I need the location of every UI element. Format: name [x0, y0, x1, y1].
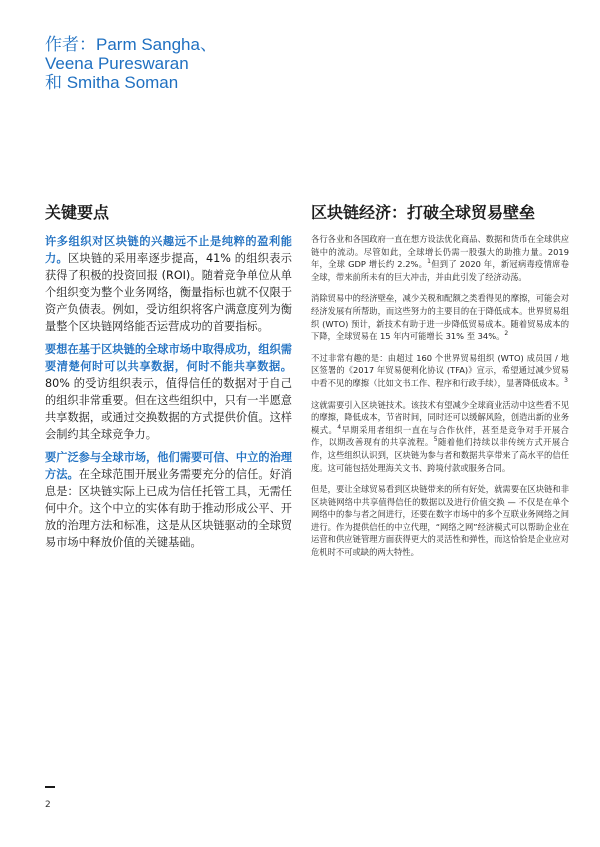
economy-paragraph-5	[311, 483, 569, 559]
economy-text-4b: 早期采用者组织一直在与合作伙伴，甚至是竞争对手开展合作，以期改善现有的共享流程。	[311, 424, 569, 448]
authors-line-3: 和 Smitha Soman	[45, 73, 179, 92]
blockchain-economy-heading: 区块链经济：打破全球贸易壁垒	[311, 203, 536, 222]
footnote-ref-4: 4	[337, 423, 342, 431]
economy-paragraph-1	[311, 233, 569, 283]
takeaway-text-3: 在全球范围开展业务需要充分的信任。好消息是：区块链实际上已成为信任托管工具，无需任何中介。这个中立的实体有助于推动形成公平、开放的治理方法和标准，这是从区块链驱动的全球贸易市场中释放价值的关键基础。	[45, 468, 292, 549]
takeaway-paragraph-2	[45, 341, 292, 443]
authors-line-2: Veena Pureswaran	[45, 54, 189, 73]
footer-rule	[45, 786, 55, 788]
economy-text-2a: 消除贸易中的经济壁垒，减少关税和配额之类看得见的摩擦，可能会对经济发展有所帮助，而这些努力的主要目的在于降低成本。世界贸易组织 (WTO) 预计，新技术有助于进一步降低贸易成本。随着贸易成本的下降，全球贸易在 15 年内可能增长 31% 至 34%。	[311, 293, 569, 342]
footnote-ref-5: 5	[433, 436, 438, 444]
authors-line-1: 作者：Parm Sangha、	[45, 35, 217, 54]
economy-paragraph-4	[311, 399, 569, 475]
blockchain-economy-column	[311, 203, 569, 568]
economy-text-1a: 各行各业和各国政府一直在想方设法优化商品、数据和货币在全球供应链中的流动。尽管如此，全球增长仍需一股强大的助推力量。2019 年，全球 GDP 增长约 2.2%。	[311, 234, 569, 270]
economy-paragraph-2	[311, 292, 569, 342]
takeaway-text-1: 区块链的采用率逐步提高，41% 的组织表示获得了积极的投资回报 (ROI)。随着竞争单位从单个组织变为整个业务网络，衡量指标也就不仅限于资产负债表。例如，受访组织将客户满意度列为衡量整个区块链网络能否运营成功的首要指标。	[45, 252, 292, 333]
takeaway-highlight-2: 要想在基于区块链的全球市场中取得成功，组织需要清楚何时可以共享数据，何时不能共享数据。	[45, 343, 292, 373]
economy-text-4c: 随着他们持续以非传统方式开展合作，这些组织认识到，区块链为参与者和数据共享带来了高水平的信任度。这可能包括处理海关文书、跨境付款或服务合同。	[311, 437, 569, 473]
key-takeaways-heading: 关键要点	[45, 203, 110, 222]
footnote-ref-1: 1	[427, 258, 431, 266]
economy-paragraph-3	[311, 352, 569, 390]
economy-text-1b: 但到了 2020 年，新冠病毒疫情席卷全球，带来前所未有的巨大冲击，并由此引发了经济动荡。	[311, 259, 569, 282]
takeaway-highlight-3: 要广泛参与全球市场，他们需要可信、中立的治理方法。	[45, 451, 292, 481]
economy-text-3a: 不过非常有趣的是：由超过 160 个世界贸易组织 (WTO) 成员国 / 地区签署的《2017 年贸易便利化协议 (TFA)》宣示，希望通过减少贸易中看不见的摩擦（比如文书工作、程序和行政手续），显著降低成本。	[311, 352, 569, 388]
takeaway-highlight-1: 许多组织对区块链的兴趣远不止是纯粹的盈利能力。	[45, 235, 292, 265]
economy-text-5a: 但是，要让全球贸易看到区块链带来的所有好处，就需要在区块链和非区块链网络中共享值得信任的数据以及进行价值交换 — 不仅是在单个网络中的参与者之间进行，还要在数字市场中的多个互联业务网络之间进行。作为提供信任的中立代理，“网络之网”经济模式可以帮助企业在运营和供应链管理方面获得更大的灵活性和弹性，而这恰恰是企业应对危机时不可或缺的两大特性。	[311, 484, 569, 558]
footnote-ref-2: 2	[504, 330, 509, 338]
takeaway-text-2: 80% 的受访组织表示，值得信任的数据对于自己的组织非常重要。但在这些组织中，只有一半愿意共享数据，或通过交换数据的方式提供价值。这样会制约其全球竞争力。	[45, 377, 292, 441]
economy-text-4a: 这就需要引入区块链技术。该技术有望减少全球商业活动中这些看不见的摩擦，降低成本，节省时间，同时还可以缓解风险，创造出新的业务模式。	[311, 399, 569, 435]
takeaway-paragraph-3	[45, 449, 292, 551]
authors-block	[45, 35, 365, 92]
key-takeaways-column	[45, 203, 292, 557]
footnote-ref-3: 3	[564, 377, 568, 385]
page-number: 2	[45, 800, 51, 810]
takeaway-paragraph-1	[45, 233, 292, 335]
